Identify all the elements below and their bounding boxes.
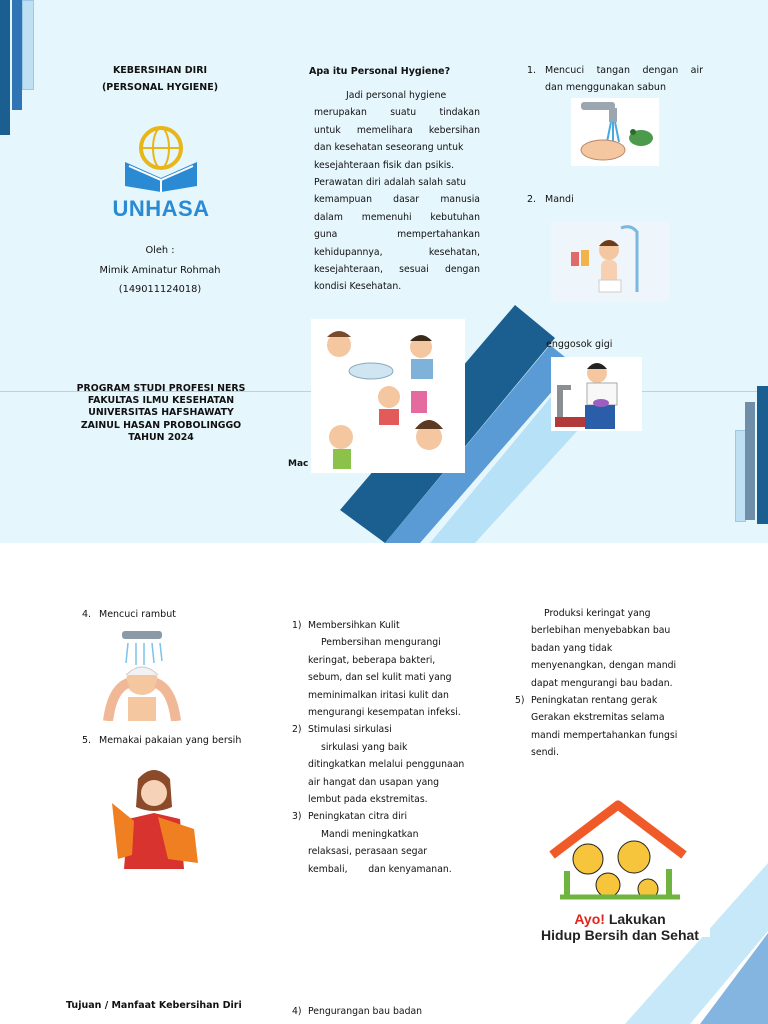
benefit-heading bbox=[292, 1003, 422, 1020]
shower-hair-icon bbox=[98, 629, 188, 721]
institution-line: TAHUN 2024 bbox=[128, 431, 194, 443]
toothbrush-boy-icon bbox=[551, 357, 642, 431]
benefit-line: relaksasi, perasaan segar bbox=[308, 846, 428, 858]
benefit-line: dapat mengurangi bau badan. bbox=[531, 677, 673, 689]
bathing-illustration bbox=[551, 222, 669, 302]
cover-title-line2: (PERSONAL HYGIENE) bbox=[101, 82, 219, 94]
hair-washing-illustration bbox=[98, 629, 188, 721]
list-item bbox=[82, 732, 241, 749]
toothbrushing-illustration bbox=[551, 357, 642, 431]
logo-text: UNHASA bbox=[112, 196, 210, 221]
phbs-poster bbox=[530, 797, 710, 943]
benefit-title: Peningkatan citra diri bbox=[308, 811, 408, 823]
benefit-heading bbox=[292, 721, 482, 738]
definition-line: guna mempertahankan bbox=[314, 229, 480, 241]
list-text: Memakai pakaian yang bersih bbox=[99, 735, 242, 746]
definition-line: merupakan suatu tindakan bbox=[314, 107, 480, 119]
student-id: (149011124018) bbox=[118, 284, 202, 295]
family-house-icon bbox=[530, 797, 710, 907]
clean-clothes-illustration bbox=[98, 759, 211, 873]
definition-heading: Apa itu Personal Hygiene? bbox=[309, 66, 451, 77]
benefit-line: berlebihan menyebabkan bau bbox=[531, 625, 671, 637]
list-number: 1. bbox=[527, 65, 537, 76]
benefit-title: Stimulasi sirkulasi bbox=[308, 724, 392, 736]
institution-line: FAKULTAS ILMU KESEHATAN bbox=[87, 395, 235, 407]
benefit-heading bbox=[292, 617, 482, 634]
author-name: Mimik Aminatur Rohmah bbox=[99, 264, 221, 276]
poster-slogan bbox=[530, 911, 710, 943]
benefit-line: sebum, dan sel kulit mati yang bbox=[308, 672, 452, 684]
list-number: 2) bbox=[292, 724, 302, 736]
definition-line: kesejahteraan, sesuai dengan bbox=[314, 264, 480, 276]
definition-line: kehidupannya, kesehatan, bbox=[314, 246, 480, 258]
cover-title bbox=[60, 62, 260, 97]
benefits-list bbox=[292, 617, 482, 878]
list-item bbox=[527, 62, 703, 97]
children-washing-icon bbox=[311, 319, 465, 473]
poster-ayo: Ayo! bbox=[574, 911, 605, 927]
benefit-title: Membersihkan Kulit bbox=[308, 620, 400, 631]
shower-child-icon bbox=[551, 222, 669, 302]
list-item bbox=[527, 191, 574, 208]
benefit-line: lembut pada ekstremitas. bbox=[308, 794, 428, 806]
definition-text bbox=[314, 87, 480, 296]
list-number: 4) bbox=[292, 1006, 302, 1017]
benefit-title: Peningkatan rentang gerak bbox=[531, 695, 658, 707]
section-title: Tujuan / Manfaat Kebersihan Diri bbox=[66, 1000, 242, 1011]
benefit-heading bbox=[292, 808, 482, 825]
benefit-title: Pengurangan bau badan bbox=[308, 1006, 423, 1017]
definition-line: kesejahteraan fisik dan psikis. bbox=[314, 159, 455, 171]
benefit-line: Pembersihan mengurangi bbox=[321, 637, 441, 649]
institution-line: ZAINUL HASAN PROBOLINGGO bbox=[80, 419, 242, 431]
definition-line: dalam memenuhi kebutuhan bbox=[314, 211, 480, 223]
list-text: enggosok gigi bbox=[546, 339, 613, 350]
list-text: Mandi bbox=[545, 194, 574, 205]
institution-line: UNIVERSITAS HAFSHAWATY bbox=[88, 407, 234, 419]
list-text: Mencuci rambut bbox=[99, 609, 176, 620]
benefits-continued bbox=[515, 605, 715, 762]
list-number: 5. bbox=[82, 735, 92, 746]
list-number: 4. bbox=[82, 609, 92, 620]
definition-line: kondisi Kesehatan. bbox=[314, 281, 402, 293]
definition-line: dan kesehatan seseorang untuk bbox=[314, 142, 464, 154]
poster-line2: Hidup Bersih dan Sehat bbox=[541, 927, 699, 943]
hygiene-activities-illustration bbox=[311, 319, 465, 473]
benefit-line: meminimalkan iritasi kulit dan bbox=[308, 689, 449, 701]
benefit-heading bbox=[515, 692, 715, 709]
list-item bbox=[82, 606, 176, 623]
benefit-line: keringat, beberapa bakteri, bbox=[308, 654, 436, 666]
benefit-line: sendi. bbox=[531, 747, 559, 759]
definition-line: kemampuan dasar manusia bbox=[314, 194, 480, 206]
by-label: Oleh : bbox=[145, 245, 175, 256]
benefit-line: air hangat dan usapan yang bbox=[308, 776, 440, 788]
partial-caption: Mac bbox=[288, 459, 309, 469]
benefit-line: badan yang tidak bbox=[531, 642, 613, 654]
book-globe-icon bbox=[105, 118, 217, 194]
poster-line1: Lakukan bbox=[608, 911, 666, 927]
cover-title-line1: KEBERSIHAN DIRI bbox=[112, 65, 208, 76]
definition-line: Jadi personal hygiene bbox=[346, 90, 447, 101]
list-number: 5) bbox=[515, 695, 525, 707]
hand-wash-icon bbox=[571, 98, 659, 166]
handwashing-illustration bbox=[571, 98, 659, 166]
institution-block bbox=[55, 383, 267, 444]
benefit-line: menyenangkan, dengan mandi bbox=[531, 660, 677, 672]
benefit-line: mandi mempertahankan fungsi bbox=[531, 729, 678, 741]
benefit-line: Gerakan ekstremitas selama bbox=[531, 712, 665, 724]
benefit-line: mengurangi kesempatan infeksi. bbox=[308, 707, 461, 719]
list-number: 1) bbox=[292, 620, 302, 631]
benefit-line: sirkulasi yang baik bbox=[321, 741, 408, 753]
institution-line: PROGRAM STUDI PROFESI NERS bbox=[76, 383, 246, 394]
list-text: dan menggunakan sabun bbox=[545, 82, 666, 94]
list-number: 3) bbox=[292, 811, 302, 823]
definition-line: untuk memelihara kebersihan bbox=[314, 124, 480, 136]
benefit-line: Mandi meningkatkan bbox=[321, 828, 419, 840]
girl-jacket-icon bbox=[98, 759, 211, 873]
university-logo bbox=[105, 118, 217, 221]
list-number: 2. bbox=[527, 194, 537, 205]
benefit-line: Produksi keringat yang bbox=[544, 608, 651, 619]
brochure-inside-panel bbox=[0, 543, 768, 1024]
list-text: Mencuci tangan dengan air bbox=[545, 65, 703, 76]
definition-line: Perawatan diri adalah salah satu bbox=[314, 177, 467, 189]
benefit-line: ditingkatkan melalui penggunaan bbox=[308, 759, 465, 771]
benefit-line: kembali, dan kenyamanan. bbox=[308, 863, 452, 875]
author-block bbox=[60, 241, 260, 300]
